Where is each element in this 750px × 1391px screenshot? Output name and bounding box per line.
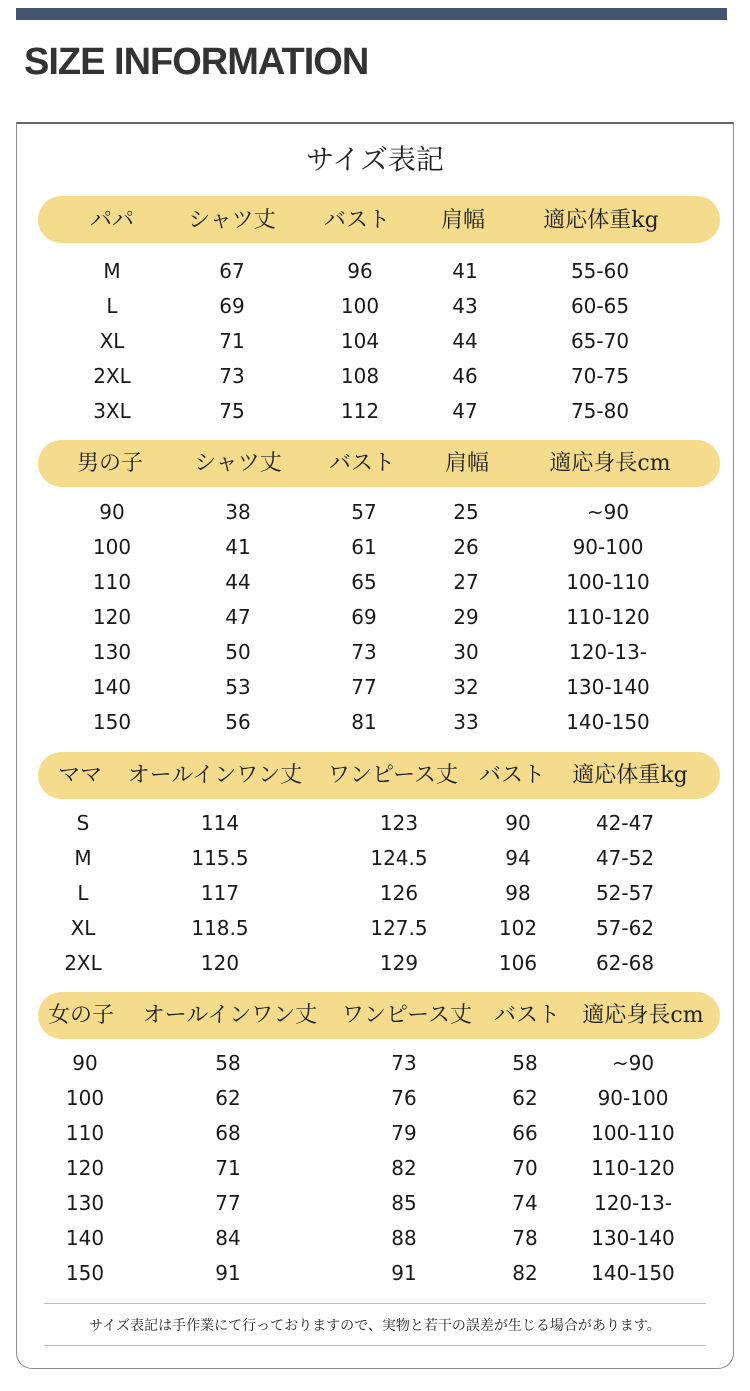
table-3-cell: 98 [505,881,531,905]
table-4-header-cell: オールインワン丈 [142,1003,318,1028]
table-2-cell: 61 [351,535,377,559]
table-4-cell: 150 [65,1261,105,1285]
table-3-header-cell: オールインワン丈 [127,763,303,788]
table-4-cell: 68 [215,1121,241,1145]
table-1-cell: 75-80 [570,399,630,423]
table-2-cell: 130-140 [566,675,650,699]
table-4-cell: 66 [512,1121,538,1145]
table-2-cell: 57 [351,500,377,524]
table-2-cell: 29 [453,605,479,629]
table-2-cell: ~90 [586,500,630,524]
table-4-header-cell: ワンピース丈 [341,1003,473,1028]
table-3-cell: 124.5 [370,846,428,870]
table-4-cell: 74 [512,1191,538,1215]
table-2-header-cell: バスト [328,451,395,476]
table-4-cell: 120 [65,1156,105,1180]
table-1-cell: 70-75 [570,364,630,388]
table-4-cell: 58 [512,1051,538,1075]
table-1-header-cell: パパ [89,208,134,233]
table-1-cell: 75 [219,399,245,423]
table-2-cell: 25 [453,500,479,524]
table-2-cell: 38 [225,500,251,524]
table-3-cell: 114 [200,811,240,835]
table-4-cell: 110 [65,1121,105,1145]
table-1-cell: 112 [340,399,380,423]
table-2-cell: 27 [453,570,479,594]
table-4-cell: 140-150 [591,1261,675,1285]
note-divider-bottom [44,1345,706,1346]
table-4-cell: 90 [72,1051,98,1075]
table-3-cell: 129 [379,951,419,975]
table-3-header-cell: ママ [57,763,102,788]
table-1-header-cell: シャツ丈 [188,208,276,233]
table-2-cell: 120-13- [568,640,648,664]
table-2-cell: 56 [225,710,251,734]
table-4-cell: 85 [391,1191,417,1215]
table-4-cell: 140 [65,1226,105,1250]
table-3-cell: 57-62 [595,916,655,940]
table-3-cell: 106 [498,951,538,975]
table-4-cell: 120-13- [593,1191,673,1215]
table-4-cell: 82 [512,1261,538,1285]
table-2-cell: 130 [92,640,132,664]
table-1-cell: 44 [452,329,478,353]
table-4-cell: 90-100 [597,1086,669,1110]
top-accent-bar [16,8,727,20]
table-3-cell: 127.5 [370,916,428,940]
table-2-cell: 77 [351,675,377,699]
table-3-cell: L [77,881,89,905]
table-3-cell: 2XL [64,951,102,975]
table-2-cell: 81 [351,710,377,734]
table-3-cell: 47-52 [595,846,655,870]
table-1-cell: 46 [452,364,478,388]
note-divider-top [44,1303,706,1304]
table-4-cell: 91 [215,1261,241,1285]
size-note: サイズ表記は手作業にて行っておりますので、実物と若干の誤差が生じる場合があります。 [89,1318,661,1334]
table-4-cell: 84 [215,1226,241,1250]
table-2-cell: 26 [453,535,479,559]
table-2-cell: 50 [225,640,251,664]
table-2-cell: 30 [453,640,479,664]
table-4-cell: ~90 [611,1051,655,1075]
table-2-cell: 53 [225,675,251,699]
table-1-header-cell: 肩幅 [440,208,485,233]
table-2-header-cell: 適応身長cm [549,451,671,476]
table-2-header-cell: シャツ丈 [194,451,282,476]
table-4-cell: 58 [215,1051,241,1075]
size-chart-title: サイズ表記 [306,143,444,176]
table-3-cell: 102 [498,916,538,940]
table-1-cell: L [106,294,118,318]
table-1-header-cell: バスト [323,208,390,233]
table-1-cell: 104 [340,329,380,353]
table-3-header-cell: バスト [478,763,545,788]
table-3-header-cell: 適応体重kg [572,763,688,788]
table-4-cell: 73 [391,1051,417,1075]
table-4-cell: 82 [391,1156,417,1180]
table-1-cell: 55-60 [570,259,630,283]
table-4-cell: 91 [391,1261,417,1285]
table-1-cell: M [103,259,121,283]
table-4-cell: 79 [391,1121,417,1145]
page-title: SIZE INFORMATION [24,41,369,83]
table-3-cell: 123 [379,811,419,835]
table-1-cell: 2XL [93,364,131,388]
table-4-cell: 70 [512,1156,538,1180]
table-4-header-cell: 女の子 [47,1003,114,1028]
table-1-cell: 69 [219,294,245,318]
table-4-header-cell: バスト [493,1003,560,1028]
table-2-cell: 47 [225,605,251,629]
table-3-cell: 126 [379,881,419,905]
table-2-cell: 65 [351,570,377,594]
table-2-cell: 33 [453,710,479,734]
table-2-header-cell: 肩幅 [444,451,489,476]
table-4-header-cell: 適応身長cm [582,1003,704,1028]
table-1-header-cell: 適応体重kg [543,208,659,233]
table-2-cell: 100-110 [566,570,650,594]
table-4-cell: 62 [512,1086,538,1110]
table-1-cell: 100 [340,294,380,318]
table-4-cell: 110-120 [591,1156,675,1180]
table-3-cell: XL [70,916,96,940]
table-2-cell: 110 [92,570,132,594]
table-1-cell: 3XL [93,399,131,423]
table-4-cell: 76 [391,1086,417,1110]
table-3-cell: 42-47 [595,811,655,835]
table-1-cell: 41 [452,259,478,283]
table-2-cell: 44 [225,570,251,594]
table-4-cell: 88 [391,1226,417,1250]
table-2-cell: 140 [92,675,132,699]
table-1-cell: 43 [452,294,478,318]
table-3-cell: 117 [200,881,240,905]
table-3-cell: 52-57 [595,881,655,905]
table-4-cell: 130 [65,1191,105,1215]
table-3-cell: 120 [200,951,240,975]
table-4-cell: 78 [512,1226,538,1250]
table-4-cell: 71 [215,1156,241,1180]
table-3-cell: 62-68 [595,951,655,975]
table-2-cell: 69 [351,605,377,629]
table-2-cell: 120 [92,605,132,629]
table-1-cell: 73 [219,364,245,388]
table-1-cell: 71 [219,329,245,353]
table-3-cell: 90 [505,811,531,835]
table-2-cell: 41 [225,535,251,559]
table-3-cell: 115.5 [191,846,249,870]
table-2-cell: 90 [99,500,125,524]
table-2-cell: 150 [92,710,132,734]
table-1-cell: 47 [452,399,478,423]
table-4-cell: 100 [65,1086,105,1110]
table-3-header-cell: ワンピース丈 [327,763,459,788]
table-1-cell: XL [99,329,125,353]
table-1-cell: 60-65 [570,294,630,318]
table-2-cell: 32 [453,675,479,699]
table-2-cell: 90-100 [572,535,644,559]
table-4-cell: 77 [215,1191,241,1215]
table-2-cell: 100 [92,535,132,559]
table-1-cell: 96 [347,259,373,283]
table-1-cell: 108 [340,364,380,388]
table-2-cell: 110-120 [566,605,650,629]
table-3-cell: 118.5 [191,916,249,940]
table-2-header-cell: 男の子 [76,451,143,476]
table-1-cell: 65-70 [570,329,630,353]
table-2-cell: 140-150 [566,710,650,734]
table-4-cell: 130-140 [591,1226,675,1250]
table-3-cell: M [74,846,92,870]
table-4-cell: 62 [215,1086,241,1110]
table-3-cell: S [76,811,90,835]
table-2-cell: 73 [351,640,377,664]
table-4-cell: 100-110 [591,1121,675,1145]
table-1-cell: 67 [219,259,245,283]
table-3-cell: 94 [505,846,531,870]
